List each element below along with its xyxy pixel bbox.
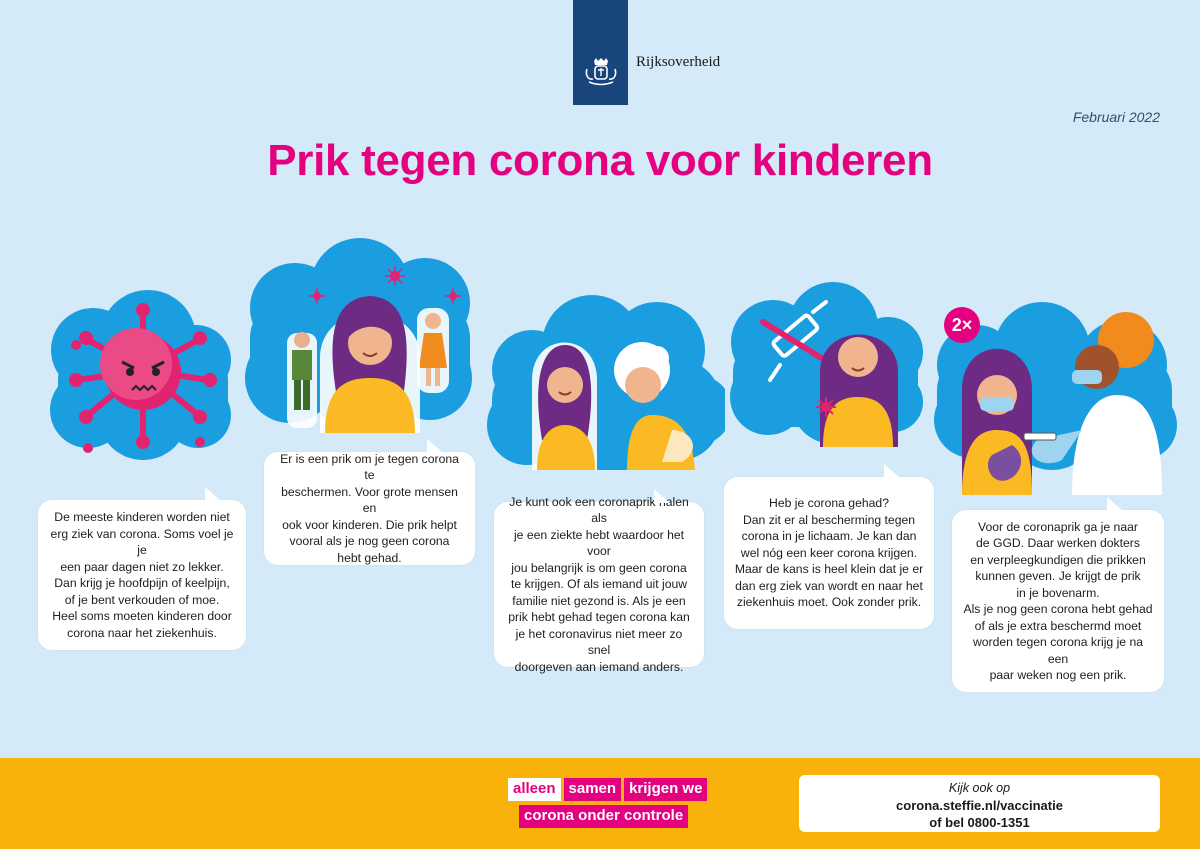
speech-bubble-had-corona	[724, 477, 934, 629]
logo-bar	[573, 0, 628, 105]
speech-bubble-virus	[38, 500, 246, 650]
info-phone[interactable]: of bel 0800-1351	[929, 815, 1030, 830]
slogan-word: alleen	[508, 778, 561, 801]
virus-illustration	[48, 290, 233, 465]
dose-badge: 2×	[944, 307, 980, 343]
slogan-word: corona onder controle	[519, 805, 688, 828]
speech-bubble-protect	[264, 452, 475, 565]
girl-and-grandmother-illustration	[487, 290, 725, 470]
page-title: Prik tegen corona voor kinderen	[267, 136, 933, 185]
info-website-link[interactable]: corona.steffie.nl/vaccinatie	[896, 798, 1063, 813]
slogan-word: krijgen we	[624, 778, 707, 801]
info-intro: Kijk ook op	[948, 781, 1011, 795]
panel-text: Er is een prik om je tegen corona te beschermen. Voor grote mensen en ook voor kinderen. Die prik helpt vooral als je nog geen corona hebt gehad.	[280, 451, 459, 565]
speech-bubble-grandma	[494, 494, 704, 674]
speech-bubble-ggd	[952, 510, 1164, 692]
coat-of-arms-icon	[584, 57, 618, 87]
vaccination-illustration	[932, 295, 1177, 495]
panel-text: De meeste kinderen worden niet erg ziek van corona. Soms voel je je een paar dagen niet zo lekker. Dan krijg je hoofdpijn of keelpijn, of je bent verkouden of moe. Heel soms moeten kinderen door corona naar het ziekenhuis.	[50, 510, 234, 640]
panel-text: Heb je corona gehad? Dan zit er al bescherming tegen corona in je lichaam. Je kan dan wel nóg een keer corona krijgen. Maar de kans is heel klein dat je er dan erg ziek van wordt en naar het ziekenhuis moet. Ook zonder prik.	[734, 496, 924, 610]
panel-text: Voor de coronaprik ga je naar de GGD. Daar werken dokters en verpleegkundigen die prikken kunnen geven. Je krijgt de prik in je bovenarm. Als je nog geen corona hebt gehad of als je extra beschermd moet worden tegen corona krijg je na een paar weken nog een prik.	[963, 519, 1153, 682]
publication-date: Februari 2022	[1072, 109, 1160, 125]
slogan-word: samen	[564, 778, 622, 801]
brand-name: Rijksoverheid	[636, 54, 721, 70]
girl-with-family-illustration	[245, 238, 475, 433]
no-syringe-girl-illustration	[728, 282, 923, 447]
panel-text: Je kunt ook een coronaprik halen als je een ziekte hebt waardoor het voor jou belangrijk is om geen corona te krijgen. Of als iemand uit jouw familie niet gezond is. Als je een prik hebt gehad tegen corona kan je het coronavirus niet meer zo snel doorgeven aan iemand anders.	[508, 494, 690, 674]
info-box	[799, 775, 1160, 832]
slogan	[508, 778, 707, 832]
